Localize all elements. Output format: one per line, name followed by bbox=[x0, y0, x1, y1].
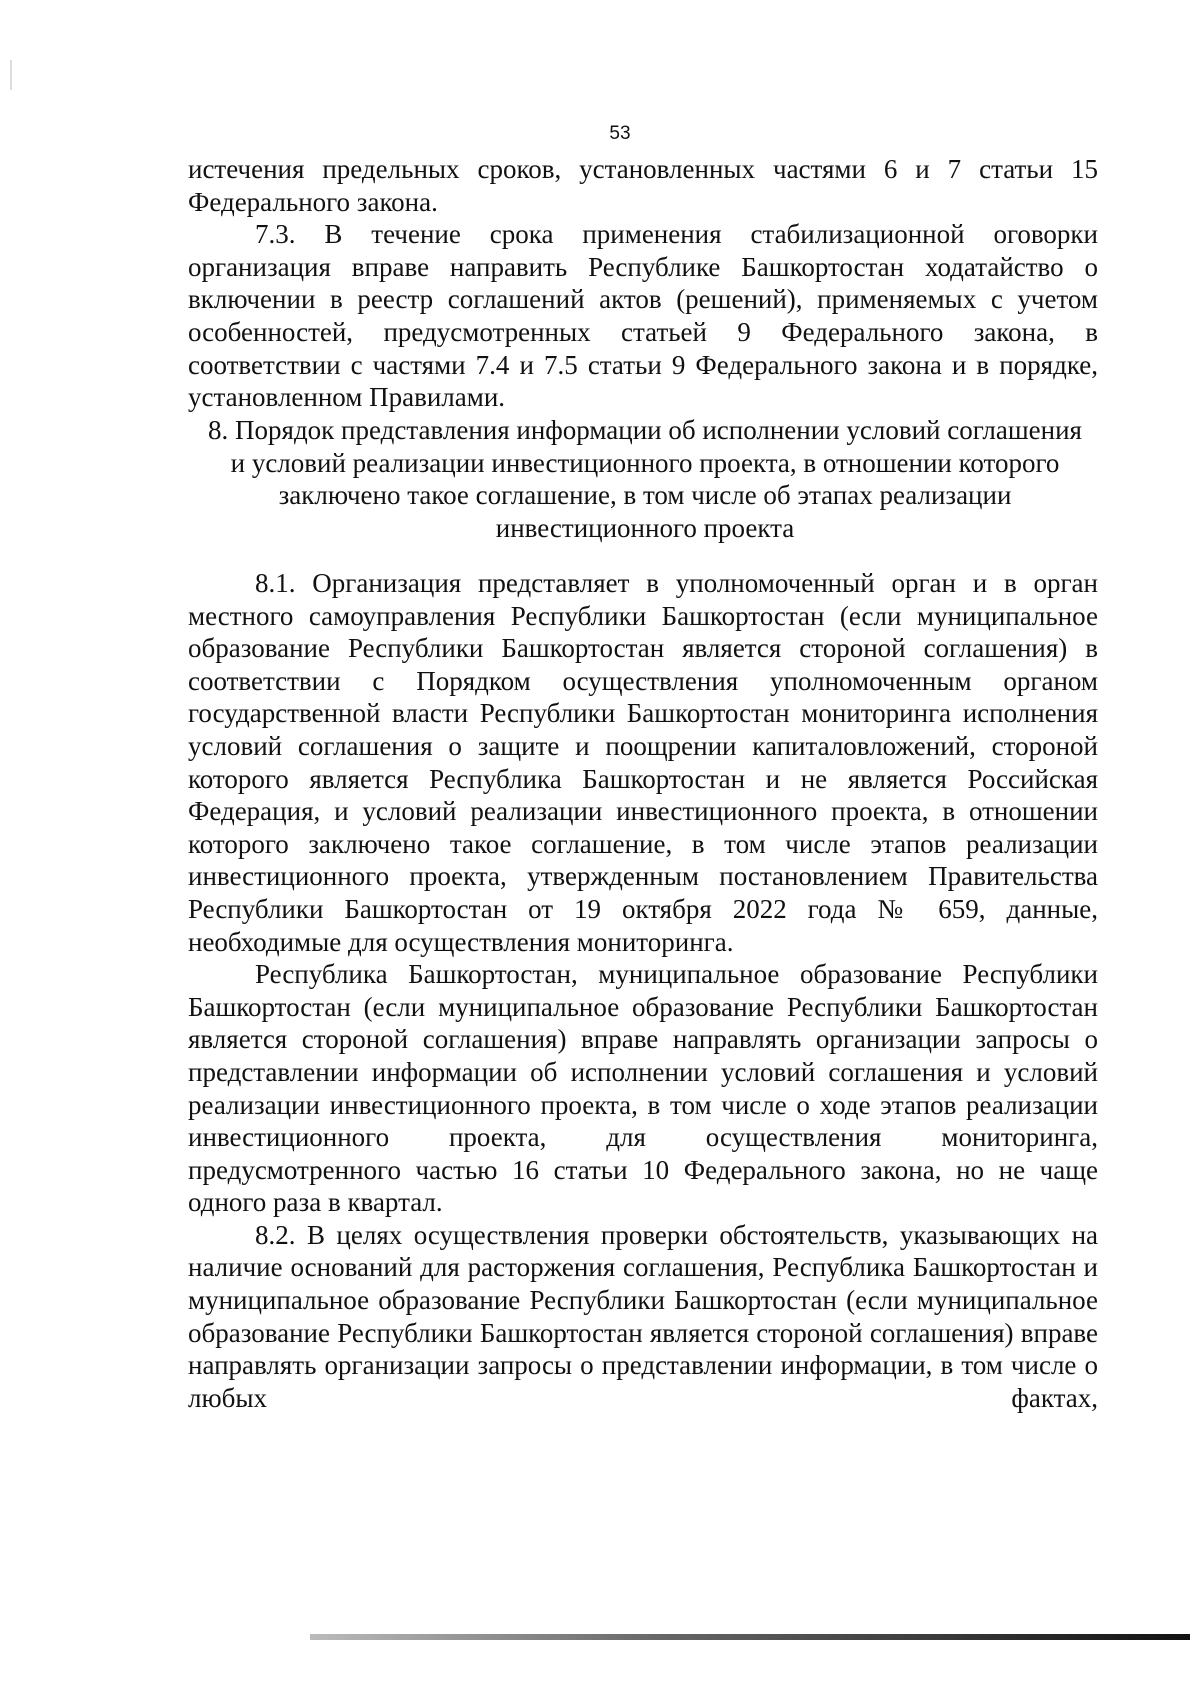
paragraph-8-2: 8.2. В целях осуществления проверки обстоятельств, указывающих на наличие оснований для расторжения соглашения, Республика Башкортостан и муниципальное образование Республики Башкортостан (если муниципальное образование Республики Башкортостан является стороной соглашения) вправе направлять организации запросы о представлении информации, в том числе о любых фактах, bbox=[188, 1219, 1098, 1413]
text-block-intro bbox=[188, 153, 1098, 414]
paragraph-continuation: истечения предельных сроков, установленных частями 6 и 7 статьи 15 Федерального закона. bbox=[188, 154, 1098, 217]
section-8-heading: 8. Порядок представления информации об исполнении условий соглашения и условий реализации инвестиционного проекта, в отношении которого заключено такое соглашение, в том числе об этапах реализации инвестиционного проекта bbox=[208, 415, 1082, 543]
footer-rule bbox=[310, 1634, 1190, 1640]
scan-margin-mark bbox=[10, 60, 12, 90]
text-block-section-8 bbox=[188, 567, 1098, 1414]
paragraph-8-1: 8.1. Организация представляет в уполномоченный орган и в орган местного самоуправления Республики Башкортостан (если муниципальное образование Республики Башкортостан является стороной соглашения) в соответствии с Порядком осуществления уполномоченным органом государственной власти Республики Башкортостан мониторинга исполнения условий соглашения о защите и поощрении капиталовложений, стороной которого является Республика Башкортостан и не является Российская Федерация, и условий реализации инвестиционного проекта, в отношении которого заключено такое соглашение, в том числе этапов реализации инвестиционного проекта, утвержденным постановлением Правительства Республики Башкортостан от 19 октября 2022 года № 659, данные, необходимые для осуществления мониторинга. bbox=[188, 568, 1098, 957]
page-number: 53 bbox=[609, 123, 631, 144]
paragraph-7-3: 7.3. В течение срока применения стабилизационной оговорки организация вправе направить Республике Башкортостан ходатайство о включении в реестр соглашений актов (решений), применяемых с учетом особенностей, предусмотренных статьей 9 Федерального закона, в соответствии с частями 7.4 и 7.5 статьи 9 Федерального закона и в порядке, установленном Правилами. bbox=[188, 219, 1098, 413]
paragraph-8-1-second: Республика Башкортостан, муниципальное образование Республики Башкортостан (если муниципальное образование Республики Башкортостан является стороной соглашения) вправе направлять организации запросы о представлении информации об исполнении условий соглашения и условий реализации инвестиционного проекта, в том числе о ходе этапов реализации инвестиционного проекта, для осуществления мониторинга, предусмотренного частью 16 статьи 10 Федерального закона, но не чаще одного раза в квартал. bbox=[188, 959, 1098, 1218]
section-8-heading-block bbox=[205, 414, 1085, 544]
